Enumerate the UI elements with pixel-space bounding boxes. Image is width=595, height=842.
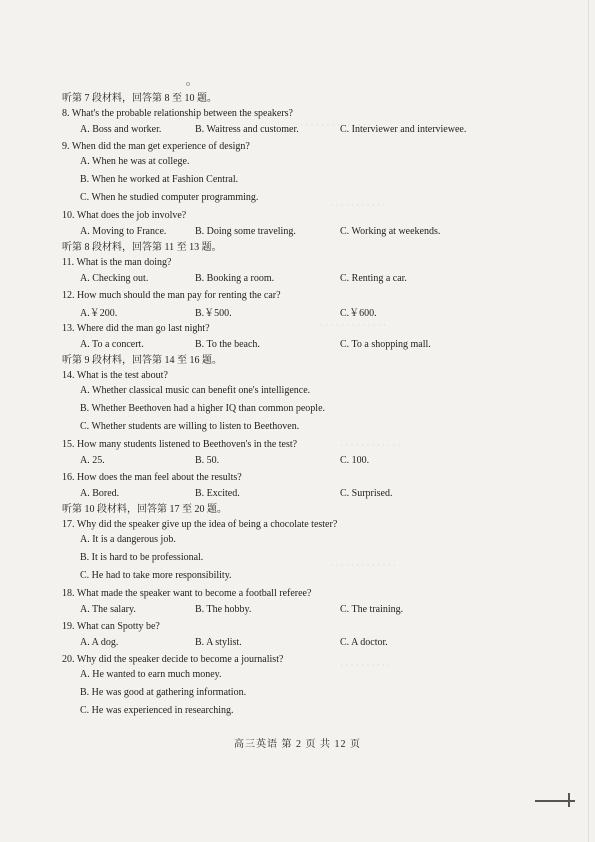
bleed-through: · · · · · · · · · · · ·: [340, 440, 401, 450]
answer-option: A. Bored.: [80, 487, 120, 499]
answer-option: C. A doctor.: [340, 636, 388, 648]
answer-option: B. It is hard to be professional.: [80, 552, 204, 563]
answer-option: B. Excited.: [195, 487, 240, 499]
question-stem: 12. How much should the man pay for renting the car?: [62, 290, 281, 301]
options-row: [80, 302, 562, 320]
answer-option: C. When he studied computer programming.: [80, 192, 259, 203]
options-row: [80, 335, 562, 353]
answer-option: B. He was good at gathering information.: [80, 687, 247, 698]
answer-option: C. He had to take more responsibility.: [80, 570, 232, 581]
question-stem: 15. How many students listened to Beethoven's in the test?: [62, 439, 298, 450]
answer-option: A. A dog.: [80, 636, 119, 648]
answer-option: A. He wanted to earn much money.: [80, 669, 222, 680]
answer-option: A. The salary.: [80, 603, 136, 615]
question-stem: 11. What is the man doing?: [62, 257, 172, 268]
answer-option: B. A stylist.: [195, 636, 242, 648]
options-row: [80, 269, 562, 287]
answer-option: A. To a concert.: [80, 338, 144, 350]
answer-option: B. Doing some traveling.: [195, 225, 296, 237]
answer-option: C. Surprised.: [340, 487, 393, 499]
options-row: [80, 600, 562, 618]
answer-option: A. Whether classical music can benefit one's intelligence.: [80, 385, 311, 396]
options-row: [80, 484, 562, 502]
answer-option: C. Renting a car.: [340, 272, 407, 284]
section-header: 听第 7 段材料，回答第 8 至 10 题。: [62, 93, 217, 104]
answer-option: B. When he worked at Fashion Central.: [80, 174, 239, 185]
question-stem: 13. Where did the man go last night?: [62, 323, 210, 334]
answer-option: B. The hobby.: [195, 603, 252, 615]
question-stem: 18. What made the speaker want to become a football referee?: [62, 588, 312, 599]
question-stem: 16. How does the man feel about the results?: [62, 472, 242, 483]
bleed-through: · · · · · · · · · · · · ·: [330, 560, 396, 570]
answer-option: C. Whether students are willing to listen to Beethoven.: [80, 421, 300, 432]
options-row: [80, 451, 562, 469]
section-header: 听第 8 段材料，回答第 11 至 13 题。: [62, 242, 222, 253]
section-header: 听第 10 段材料，回答第 17 至 20 题。: [62, 504, 227, 515]
bleed-through: · · · · · · · · · · · · ·: [320, 320, 386, 330]
answer-option: A. Moving to France.: [80, 225, 167, 237]
question-stem: 19. What can Spotty be?: [62, 621, 160, 632]
answer-option: B. To the beach.: [195, 338, 260, 350]
answer-option: B. 50.: [195, 454, 220, 466]
answer-option: A. It is a dangerous job.: [80, 534, 176, 545]
question-stem: 17. Why did the speaker give up the idea of being a chocolate tester?: [62, 519, 338, 530]
answer-option: A. When he was at college.: [80, 156, 190, 167]
answer-option: A. 25.: [80, 454, 105, 466]
question-stem: 9. When did the man get experience of design?: [62, 141, 250, 152]
scan-mark: o: [186, 79, 190, 88]
options-row: [80, 222, 562, 240]
answer-option: A.￥200.: [80, 307, 118, 319]
question-list: [62, 92, 562, 720]
answer-option: C. Working at weekends.: [340, 225, 441, 237]
options-stack: [80, 666, 562, 720]
page-edge: [588, 0, 589, 842]
options-stack: [80, 382, 562, 436]
question-stem: 8. What's the probable relationship between the speakers?: [62, 108, 293, 119]
options-row: [80, 120, 562, 138]
bleed-through: · · · · · · · · · · · · · ·: [300, 120, 372, 130]
answer-option: C. Interviewer and interviewee.: [340, 123, 467, 135]
page-footer: 高三英语 第 2 页 共 12 页: [234, 739, 361, 750]
answer-option: B. Waitress and customer.: [195, 123, 299, 135]
corner-mark: [568, 793, 570, 807]
answer-option: C. The training.: [340, 603, 404, 615]
bleed-through: · · · · · · · · · ·: [340, 660, 391, 670]
answer-option: B.￥500.: [195, 307, 232, 319]
answer-option: C.￥600.: [340, 307, 377, 319]
answer-option: C. 100.: [340, 454, 370, 466]
question-stem: 14. What is the test about?: [62, 370, 168, 381]
answer-option: A. Checking out.: [80, 272, 149, 284]
answer-option: B. Booking a room.: [195, 272, 275, 284]
bleed-through: · · · · · · · · · · ·: [330, 200, 386, 210]
options-row: [80, 633, 562, 651]
answer-option: C. To a shopping mall.: [340, 338, 431, 350]
answer-option: A. Boss and worker.: [80, 123, 162, 135]
options-stack: [80, 531, 562, 585]
answer-option: B. Whether Beethoven had a higher IQ than common people.: [80, 403, 326, 414]
section-header: 听第 9 段材料，回答第 14 至 16 题。: [62, 355, 222, 366]
question-stem: 20. Why did the speaker decide to become a journalist?: [62, 654, 284, 665]
options-stack: [80, 153, 562, 207]
answer-option: C. He was experienced in researching.: [80, 705, 234, 716]
question-stem: 10. What does the job involve?: [62, 210, 187, 221]
